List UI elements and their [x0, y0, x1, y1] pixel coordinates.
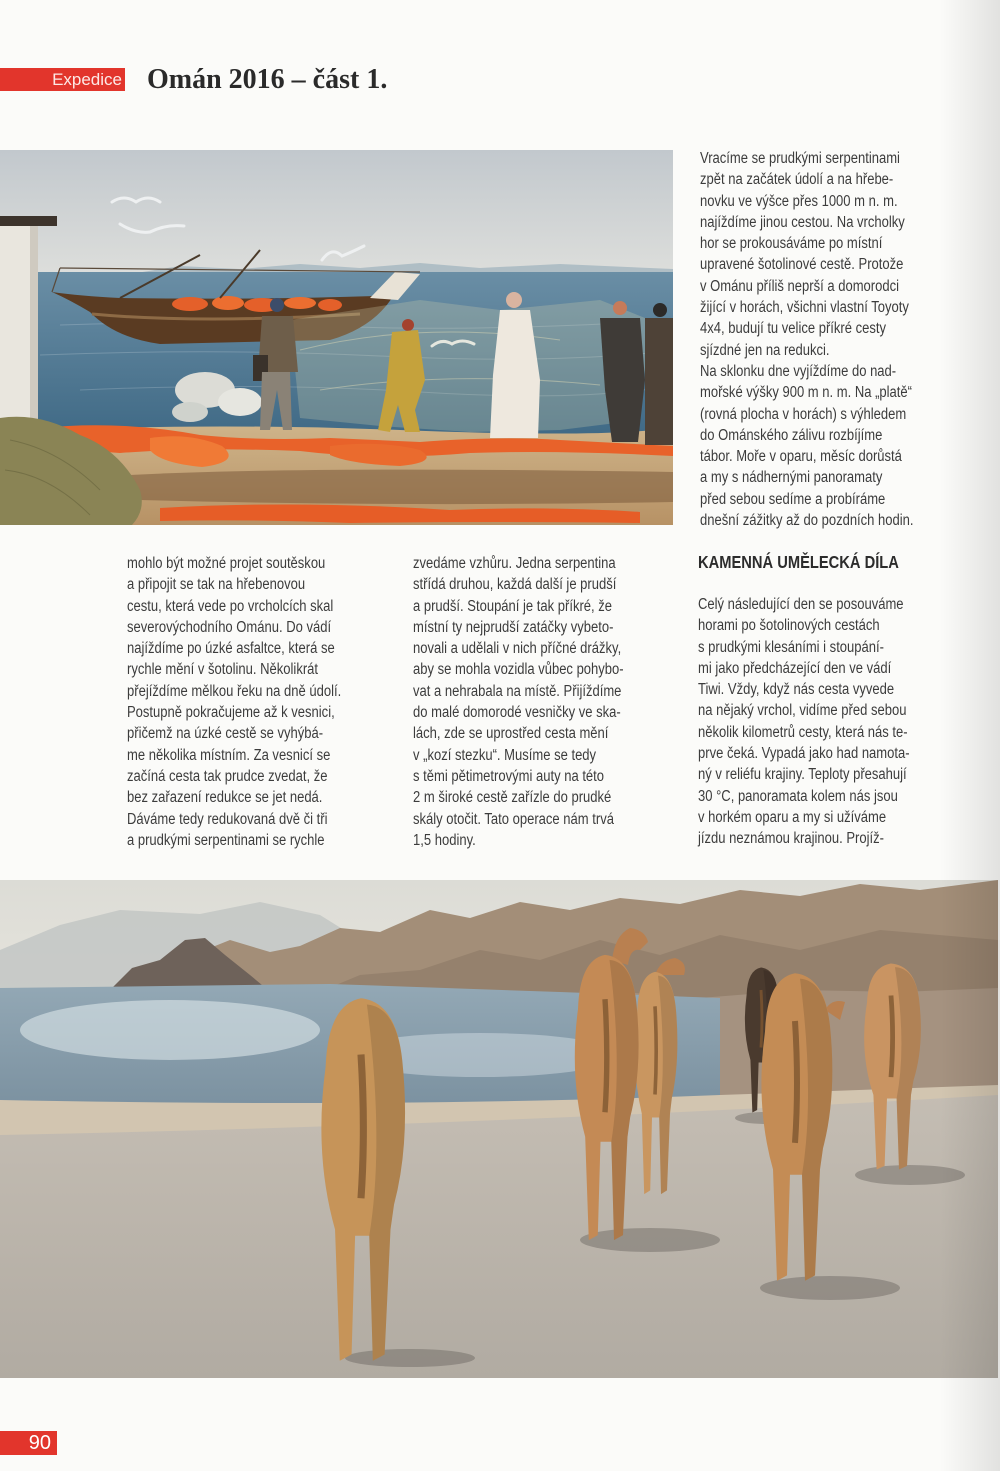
text-line: jízdu neznámou krajinou. Projíž- [698, 830, 884, 848]
text-line: v Ománu příliš neprší a domorodci [700, 277, 900, 295]
text-line: rychle mění v šotolinu. Několikrát [127, 661, 319, 679]
text-line: zvedáme vzhůru. Jedna serpentina [413, 555, 616, 572]
page-number-box [0, 1431, 57, 1455]
text-line: zpět na začátek údolí a na hřebe- [700, 171, 894, 189]
text-line: 2 m široké cestě zařízle do prudké [413, 789, 612, 807]
photo-fishermen-beach [0, 150, 673, 525]
text-line: najíždíme jinou cestou. Na vrcholky [700, 213, 905, 231]
text-line: a připojit se tak na hřebenovou [127, 576, 306, 594]
text-line: Celý následující den se posouváme [698, 595, 904, 613]
text-line: prve čeká. Vypadá jako had namota- [698, 745, 910, 763]
text-line: Vracíme se prudkými serpentinami [700, 150, 900, 167]
text-line: do Ománského zálivu rozbíjíme [700, 426, 883, 444]
text-line: a my s nádhernými panoramaty [700, 469, 883, 487]
text-line: cestu, která vede po vrcholcích skal [127, 597, 334, 615]
text-line: aby se mohla vozidla vůbec pohybo- [413, 661, 624, 679]
photo-camels-road-image [0, 880, 998, 1378]
text-line: bez zařazení redukce se jet nedá. [127, 789, 323, 807]
text-line: Tiwi. Vždy, když nás cesta vyvede [698, 681, 895, 699]
photo-camels-road [0, 880, 998, 1378]
text-line: mi jako předcházející den ve vádí [698, 659, 892, 677]
text-line: a prudší. Stoupání je tak příkré, že [413, 597, 613, 615]
text-line: před sebou sedíme a probíráme [700, 490, 886, 508]
text-line: přejíždíme mělkou řeku na dně údolí. [127, 682, 342, 700]
text-line: na nějaký vrchol, vidíme před sebou [698, 702, 907, 720]
text-line: vat a nehrabala na místě. Přijíždíme [413, 682, 622, 700]
text-line: novku ve výšce přes 1000 m n. m. [700, 192, 898, 210]
text-line: mořské výšky 900 m n. m. Na „platě“ [700, 384, 912, 402]
text-line: Na sklonku dne vyjíždíme do nad- [700, 362, 897, 380]
page-number: 90 [28, 1432, 51, 1454]
text-line: horami po šotolinových cestách [698, 617, 880, 635]
photo-fishermen-beach-image [0, 150, 673, 525]
text-line: místní ty nejprudší zatáčky vybeto- [413, 618, 614, 636]
text-line: lách, zde se uprostřed cesta mění [413, 725, 609, 743]
text-line: ný v reliéfu krajiny. Teploty přesahují [698, 766, 907, 784]
text-line: s prudkými klesáními i stoupání- [698, 638, 884, 656]
intro-column [700, 148, 914, 531]
text-line: 1,5 hodiny. [413, 831, 476, 849]
text-line: střídá druhou, každá další je prudší [413, 576, 617, 594]
text-line: Dáváme tedy redukovaná dvě či tři [127, 810, 328, 828]
text-line: dnešní zážitky až do pozdních hodin. [700, 512, 914, 530]
text-column-3 [698, 552, 910, 850]
text-line: upravené šotolinové cestě. Protože [700, 256, 904, 274]
text-column-1 [127, 553, 341, 851]
text-line: Postupně pokračujeme až k vesnici, [127, 704, 335, 722]
text-line: novali a udělali v nich příčné drážky, [413, 640, 622, 658]
text-line: žijící v horách, všichni vlastní Toyoty [700, 299, 909, 317]
text-line: tábor. Moře v oparu, měsíc dorůstá [700, 448, 902, 466]
text-line: přičemž na úzké cestě se vyhýbá- [127, 725, 324, 743]
text-line: v horkém oparu a my si užíváme [698, 808, 887, 826]
text-line: mohlo být možné projet soutěskou [127, 555, 326, 572]
text-line: v „kozí stezku“. Musíme se tedy [413, 746, 597, 764]
text-line: několik kilometrů cesty, která nás te- [698, 723, 908, 741]
text-line: s těmi pětimetrovými auty na této [413, 767, 605, 785]
text-line: 30 °C, panoramata kolem nás jsou [698, 787, 898, 805]
text-line: skály otočit. Tato operace nám trvá [413, 810, 614, 828]
section-tag [0, 68, 125, 91]
text-line: 4x4, budují tu velice příkré cesty [700, 320, 886, 338]
section-heading: KAMENNÁ UMĚLECKÁ DÍLA [698, 552, 899, 572]
section-label: Expedice [52, 70, 122, 89]
text-line: sjízdné jen na redukci. [700, 341, 830, 359]
text-line: začíná cesta tak prudce zvedat, že [127, 767, 328, 785]
text-line: do malé domorodé vesničky ve ska- [413, 704, 621, 722]
text-line: (rovná plocha v horách) s výhledem [700, 405, 907, 423]
text-column-2 [413, 553, 624, 851]
text-line: hor se prokousáváme po místní [700, 235, 883, 253]
text-line: me několika místním. Za vesnicí se [127, 746, 331, 764]
text-line: severovýchodního Ománu. Do vádí [127, 618, 332, 636]
text-line: a prudkými serpentinami se rychle [127, 831, 325, 849]
article-title: Omán 2016 – část 1. [147, 64, 388, 95]
text-line: najíždíme po úzké asfaltce, která se [127, 640, 335, 658]
